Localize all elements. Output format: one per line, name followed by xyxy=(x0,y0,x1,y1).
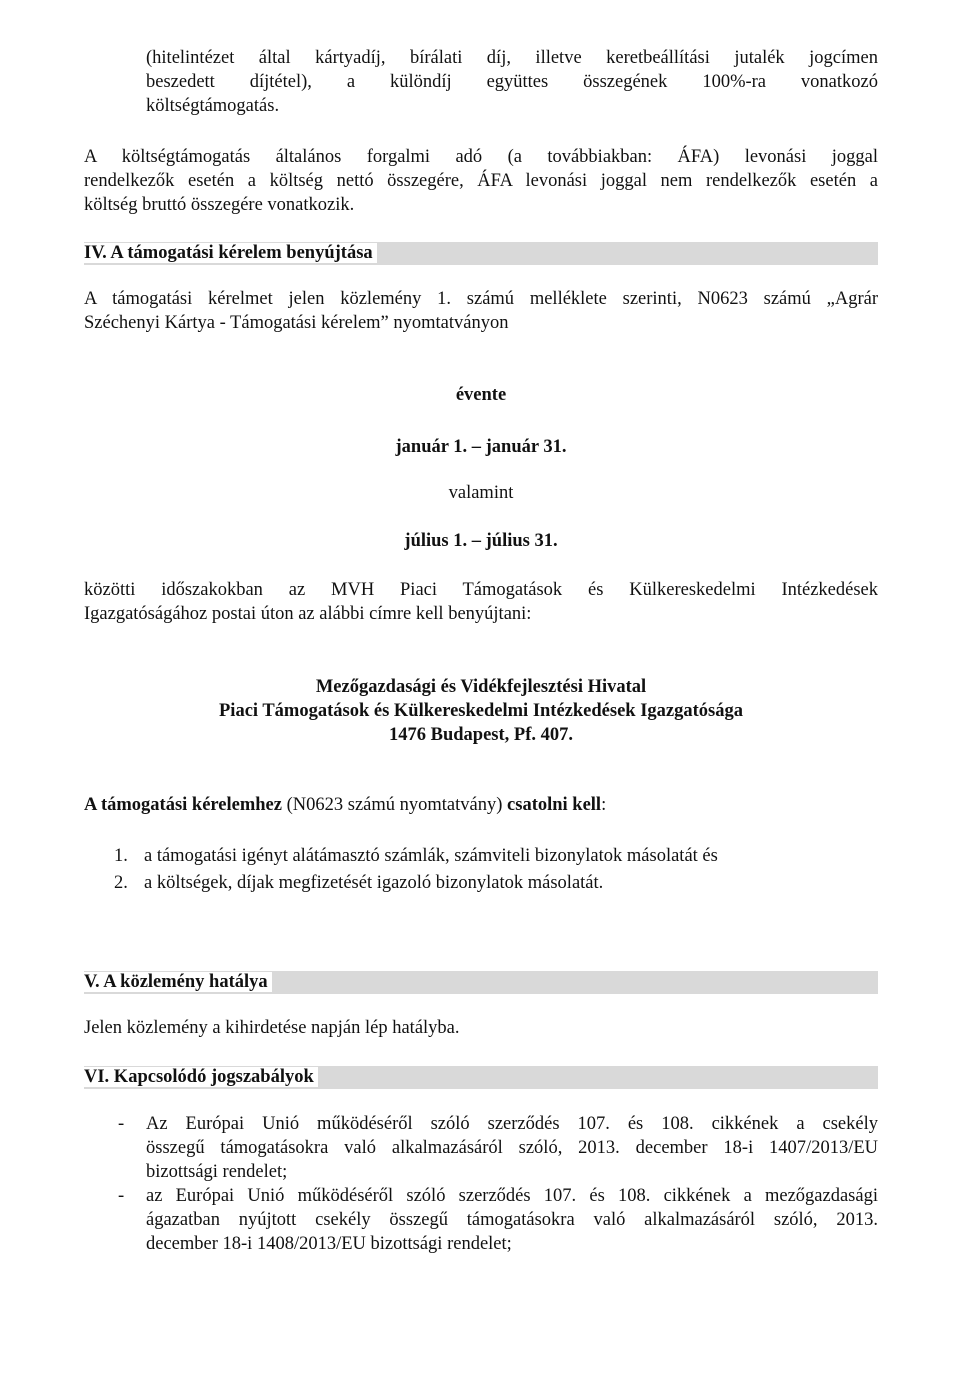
intro-paragraph xyxy=(146,46,878,118)
regulation-line: az Európai Unió működéséről szóló szerződés 107. és 108. cikkének a mezőgazdasági xyxy=(146,1186,878,1206)
period-january: január 1. – január 31. xyxy=(395,437,567,457)
regulation-item xyxy=(118,1112,878,1184)
period-july: július 1. – július 31. xyxy=(404,531,558,551)
submission-line: közötti időszakokban az MVH Piaci Támogatások és Külkereskedelmi Intézkedések xyxy=(84,580,878,600)
regulation-line: ágazatban nyújtott csekély összegű támogatásokra való alkalmazásáról szóló, 2013. xyxy=(146,1210,878,1230)
attachment-statement xyxy=(84,795,878,816)
section-5-title: V. A közlemény hatálya xyxy=(84,972,272,992)
list-item xyxy=(114,870,878,897)
section-4-heading xyxy=(84,242,878,265)
address-line-3: 1476 Budapest, Pf. 407. xyxy=(389,725,573,745)
section-5-heading xyxy=(84,971,878,994)
attachment-bold-1: A támogatási kérelemhez xyxy=(84,795,282,815)
vat-paragraph xyxy=(84,145,878,217)
regulation-item xyxy=(118,1184,878,1256)
attachment-list xyxy=(114,843,878,897)
annually-label: évente xyxy=(455,385,507,405)
list-item xyxy=(114,843,878,870)
vat-line: költség bruttó összegére vonatkozik. xyxy=(84,195,355,215)
list-text: a támogatási igényt alátámasztó számlák, számviteli bizonylatok másolatát és xyxy=(144,846,718,866)
vat-line: A költségtámogatás általános forgalmi adó (a továbbiakban: ÁFA) levonási joggal xyxy=(84,147,878,167)
attachment-colon: : xyxy=(601,795,607,815)
dash-bullet: - xyxy=(118,1114,125,1134)
address-line-1: Mezőgazdasági és Vidékfejlesztési Hivatal xyxy=(315,677,647,697)
section-5-text: Jelen közlemény a kihirdetése napján lép hatályba. xyxy=(84,1018,460,1038)
regulations-list xyxy=(118,1112,878,1256)
submission-paragraph xyxy=(84,578,878,626)
regulation-line: bizottsági rendelet; xyxy=(146,1162,288,1182)
list-text: a költségek, díjak megfizetését igazoló bizonylatok másolatát. xyxy=(144,873,604,893)
address-line-2: Piaci Támogatások és Külkereskedelmi Intézkedések Igazgatósága xyxy=(219,701,743,721)
regulation-line: összegű támogatásokra való alkalmazásáról szóló, 2013. december 18-i 1407/2013/EU xyxy=(146,1138,878,1158)
intro-line: (hitelintézet által kártyadíj, bírálati díj, illetve keretbeállítási jutalék jogcímen xyxy=(146,48,878,68)
regulation-line: Az Európai Unió működéséről szóló szerződés 107. és 108. cikkének a csekély xyxy=(146,1114,878,1134)
regulation-line: december 18-i 1408/2013/EU bizottsági rendelet; xyxy=(146,1234,512,1254)
attachment-normal: (N0623 számú nyomtatvány) xyxy=(281,795,508,815)
attachment-bold-2: csatolni kell xyxy=(507,795,602,815)
section-6-title: VI. Kapcsolódó jogszabályok xyxy=(84,1067,318,1087)
section-4-paragraph xyxy=(84,287,878,335)
postal-address xyxy=(84,675,878,747)
section-4-line: A támogatási kérelmet jelen közlemény 1. számú melléklete szerinti, N0623 számú „Agrár xyxy=(84,289,878,309)
intro-line: költségtámogatás. xyxy=(146,96,280,116)
section-4-line: Széchenyi Kártya - Támogatási kérelem” nyomtatványon xyxy=(84,313,509,333)
vat-line: rendelkezők esetén a költség nettó összegére, ÁFA levonási joggal nem rendelkezők esetén a xyxy=(84,171,878,191)
list-number: 1. xyxy=(114,846,128,866)
section-6-heading xyxy=(84,1066,878,1089)
submission-line: Igazgatóságához postai úton az alábbi címre kell benyújtani: xyxy=(84,604,532,624)
list-number: 2. xyxy=(114,873,128,893)
and-label: valamint xyxy=(448,483,514,503)
dash-bullet: - xyxy=(118,1186,125,1206)
section-4-title: IV. A támogatási kérelem benyújtása xyxy=(84,243,377,263)
intro-line: beszedett díjtétel), a különdíj együttes összegének 100%-ra vonatkozó xyxy=(146,72,878,92)
